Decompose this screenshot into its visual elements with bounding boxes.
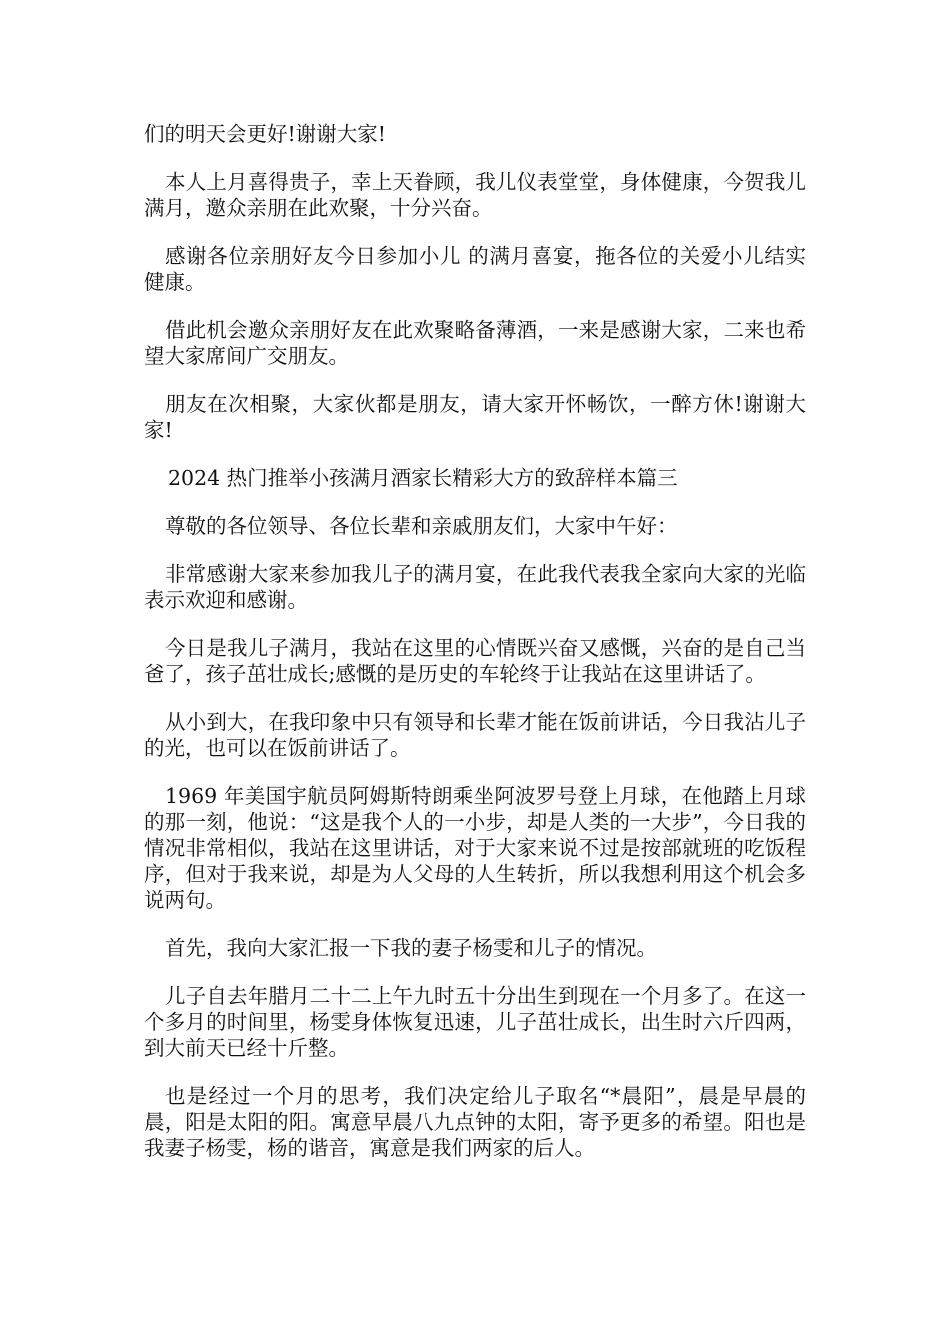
section-heading: 2024 热门推举小孩满月酒家长精彩大方的致辞样本篇三 (168, 466, 678, 490)
paragraph: 朋友在次相聚，大家伙都是朋友，请大家开怀畅饮，一醉方休!谢谢大家! (144, 392, 806, 442)
paragraph: 今日是我儿子满月，我站在这里的心情既兴奋又感慨，兴奋的是自己当爸了，孩子茁壮成长;感慨的是历史的车轮终于让我站在这里讲话了。 (144, 636, 806, 686)
paragraph: 儿子自去年腊月二十二上午九时五十分出生到现在一个月多了。在这一个多月的时间里，杨雯身体恢复迅速，儿子茁壮成长，出生时六斤四两，到大前天已经十斤整。 (144, 984, 806, 1060)
paragraph-continuation: 们的明天会更好!谢谢大家! (144, 122, 386, 146)
paragraph: 也是经过一个月的思考，我们决定给儿子取名“*晨阳”，晨是早晨的晨，阳是太阳的阳。寓意早晨八九点钟的太阳，寄予更多的希望。阳也是我妻子杨雯，杨的谐音，寓意是我们两家的后人。 (144, 1084, 806, 1160)
paragraph: 感谢各位亲朋好友今日参加小儿 的满月喜宴，拖各位的关爱小儿结实健康。 (144, 244, 806, 294)
salutation: 尊敬的各位领导、各位长辈和亲戚朋友们，大家中午好： (165, 514, 678, 538)
paragraph: 首先，我向大家汇报一下我的妻子杨雯和儿子的情况。 (165, 936, 657, 960)
paragraph: 非常感谢大家来参加我儿子的满月宴，在此我代表我全家向大家的光临表示欢迎和感谢。 (144, 562, 806, 612)
document-body (144, 121, 806, 1183)
paragraph: 1969 年美国宇航员阿姆斯特朗乘坐阿波罗号登上月球，在他踏上月球的那一刻，他说：“这是我个人的一小步，却是人类的一大步”，今日我的情况非常相似，我站在这里讲话，对于大家来说不过是按部就班的吃饭程序，但对于我来说，却是为人父母的人生转折，所以我想利用这个机会多说两句。 (144, 784, 806, 912)
paragraph: 本人上月喜得贵子，幸上天眷顾，我儿仪表堂堂，身体健康，今贺我儿满月，邀众亲朋在此欢聚，十分兴奋。 (144, 170, 806, 220)
paragraph: 借此机会邀众亲朋好友在此欢聚略备薄酒，一来是感谢大家，二来也希望大家席间广交朋友。 (144, 318, 806, 368)
paragraph: 从小到大，在我印象中只有领导和长辈才能在饭前讲话，今日我沾儿子的光，也可以在饭前讲话了。 (144, 710, 806, 760)
